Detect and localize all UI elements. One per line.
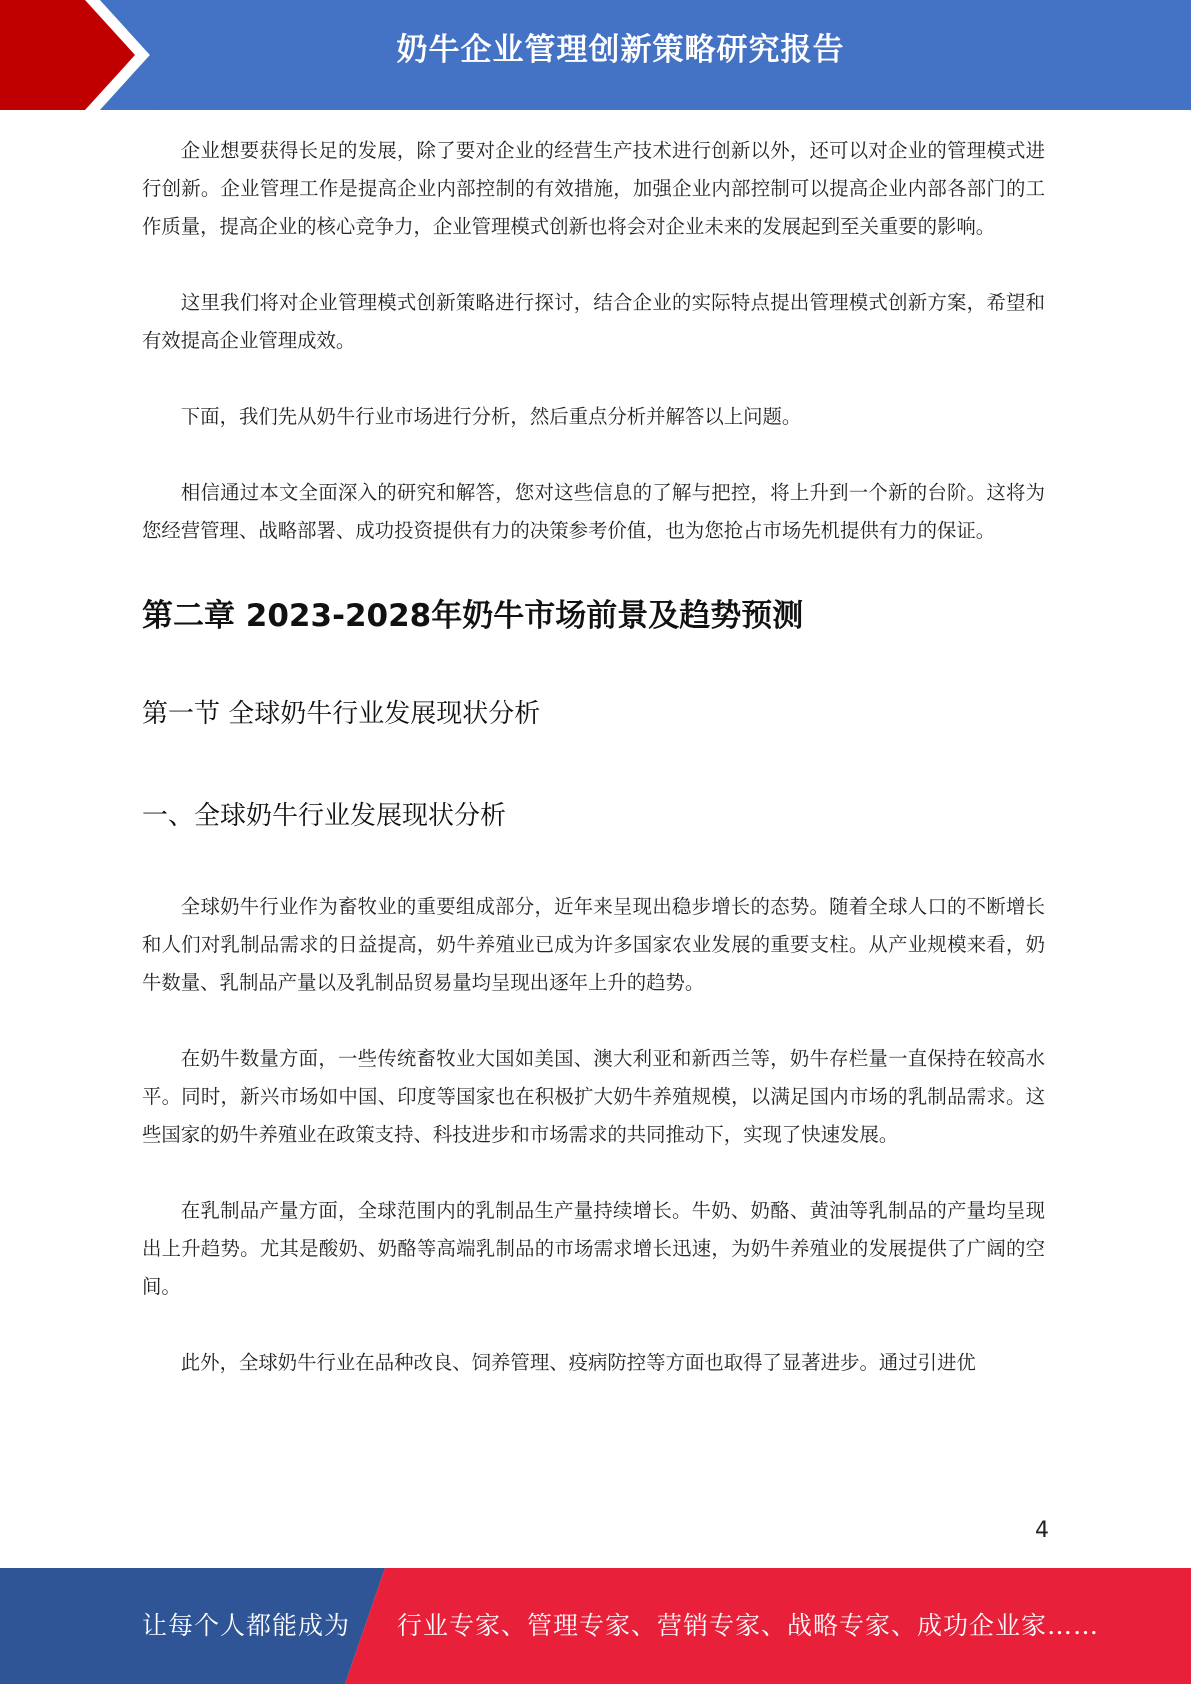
intro-paragraph: 相信通过本文全面深入的研究和解答，您对这些信息的了解与把控，将上升到一个新的台阶。这将为您经营管理、战略部署、成功投资提供有力的决策参考价值，也为您抢占市场先机提供有力的保证。 bbox=[142, 481, 1045, 542]
page-number: 4 bbox=[1035, 1518, 1049, 1543]
intro-paragraph: 企业想要获得长足的发展，除了要对企业的经营生产技术进行创新以外，还可以对企业的管理模式进行创新。企业管理工作是提高企业内部控制的有效措施，加强企业内部控制可以提高企业内部各部门的工作质量，提高企业的核心竞争力，企业管理模式创新也将会对企业未来的发展起到至关重要的影响。 bbox=[142, 139, 1045, 238]
intro-paragraph: 这里我们将对企业管理模式创新策略进行探讨，结合企业的实际特点提出管理模式创新方案，希望和有效提高企业管理成效。 bbox=[142, 291, 1045, 352]
document-body bbox=[142, 132, 1045, 1382]
footer-slogan-right: 行业专家、管理专家、营销专家、战略专家、成功企业家…… bbox=[397, 1611, 1100, 1640]
footer-slogan-left: 让每个人都能成为 bbox=[142, 1611, 351, 1640]
footer-banner bbox=[0, 1568, 1191, 1684]
section-paragraph: 在奶牛数量方面，一些传统畜牧业大国如美国、澳大利亚和新西兰等，奶牛存栏量一直保持在较高水平。同时，新兴市场如中国、印度等国家也在积极扩大奶牛养殖规模，以满足国内市场的乳制品需求。这些国家的奶牛养殖业在政策支持、科技进步和市场需求的共同推动下，实现了快速发展。 bbox=[142, 1047, 1045, 1146]
section-paragraph: 此外，全球奶牛行业在品种改良、饲养管理、疫病防控等方面也取得了显著进步。通过引进优 bbox=[180, 1351, 976, 1374]
intro-paragraph: 下面，我们先从奶牛行业市场进行分析，然后重点分析并解答以上问题。 bbox=[180, 405, 802, 428]
section-paragraph: 在乳制品产量方面，全球范围内的乳制品生产量持续增长。牛奶、奶酪、黄油等乳制品的产量均呈现出上升趋势。尤其是酸奶、奶酪等高端乳制品的市场需求增长迅速，为奶牛养殖业的发展提供了广阔的空间。 bbox=[142, 1199, 1045, 1298]
section-title: 第一节 全球奶牛行业发展现状分析 bbox=[142, 699, 541, 729]
chapter-title: 第二章 2023-2028年奶牛市场前景及趋势预测 bbox=[142, 598, 804, 634]
section-paragraph: 全球奶牛行业作为畜牧业的重要组成部分，近年来呈现出稳步增长的态势。随着全球人口的不断增长和人们对乳制品需求的日益提高，奶牛养殖业已成为许多国家农业发展的重要支柱。从产业规模来看，奶牛数量、乳制品产量以及乳制品贸易量均呈现出逐年上升的趋势。 bbox=[142, 895, 1045, 994]
subsection-title: 一、全球奶牛行业发展现状分析 bbox=[142, 801, 507, 831]
header-banner bbox=[0, 0, 1191, 110]
report-title: 奶牛企业管理创新策略研究报告 bbox=[396, 32, 845, 68]
